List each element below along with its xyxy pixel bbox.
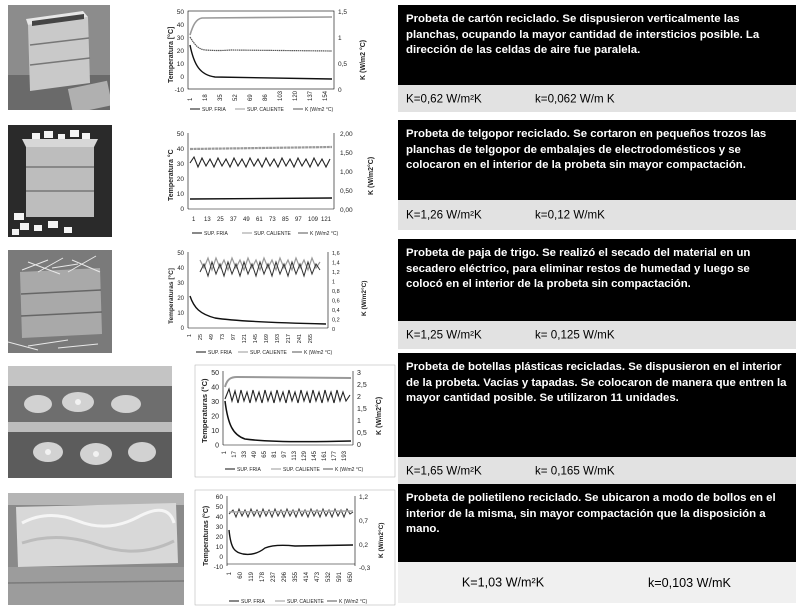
y-tick: 0 — [180, 206, 184, 213]
description-text: Probeta de polietileno reciclado. Se ubicaron a modo de bollos en el interior de la misma, sin mayor compactación que la disposición a mano. — [406, 492, 776, 536]
x-tick: 119 — [249, 572, 255, 582]
x-tick: 49 — [252, 451, 258, 458]
y2-tick: 0,5 — [357, 430, 367, 437]
y2-tick: 0,7 — [359, 518, 369, 525]
y2-tick: 0,2 — [332, 317, 340, 324]
legend-caliente: SUP. CALIENTE — [283, 467, 320, 473]
y-tick: 30 — [176, 35, 184, 42]
x-tick: 177 — [332, 451, 338, 462]
series-k — [225, 389, 350, 403]
y-tick: 0 — [180, 326, 184, 332]
y-tick: 40 — [176, 146, 184, 153]
x-tick: 121 — [321, 217, 332, 223]
y2-axis-label: K (W/m2 °C) — [360, 39, 367, 80]
x-tick: 103 — [278, 90, 284, 101]
x-tick: 121 — [242, 334, 248, 344]
conductance-K: K=0,62 W/m²K — [406, 92, 482, 105]
values-polietileno — [398, 562, 796, 603]
x-tick: 217 — [286, 334, 292, 344]
series-cold — [190, 198, 332, 199]
x-tick: 193 — [342, 451, 348, 462]
x-tick: 52 — [233, 94, 239, 101]
y-tick: 50 — [211, 370, 219, 377]
x-tick: 85 — [282, 217, 289, 223]
series-cold — [190, 296, 326, 324]
y-tick: 10 — [176, 61, 184, 68]
x-tick: 169 — [264, 334, 270, 344]
sample-photo-paja — [8, 250, 112, 353]
y-tick: -10 — [213, 564, 223, 571]
y2-tick: 0,00 — [340, 207, 353, 214]
x-tick: 49 — [209, 334, 215, 341]
y-tick: -10 — [174, 87, 184, 94]
values-paja — [398, 321, 796, 349]
y-tick: 20 — [176, 176, 184, 183]
y2-tick: 1,6 — [332, 251, 340, 257]
y2-tick: 1,5 — [357, 406, 367, 413]
y-axis-label: Temperatura [°C] — [168, 26, 175, 83]
x-tick: 129 — [302, 451, 308, 462]
x-tick: 81 — [272, 451, 278, 458]
y-tick: 0 — [180, 74, 184, 81]
values-botellas — [398, 457, 796, 484]
legend-caliente: SUP. CALIENTE — [287, 599, 324, 605]
chart-carton — [160, 5, 390, 113]
y-tick: 40 — [215, 514, 223, 521]
y2-tick: 0,5 — [338, 61, 348, 68]
legend-caliente: SUP. CALIENTE — [247, 107, 284, 113]
y-axis-label: Temperaturas [°C] — [168, 268, 175, 324]
y2-tick: 0,8 — [332, 289, 340, 295]
x-ticks — [188, 90, 329, 101]
series-hot — [190, 147, 332, 149]
series-hot — [225, 377, 351, 387]
x-tick: 113 — [292, 451, 298, 461]
y2-axis-label: K (W/m2°C) — [368, 156, 375, 195]
description-text: Probeta de telgopor reciclado. Se cortaron en pequeños trozos las planchas de telgopor de embalajes de electrodomésticos y se colocaron en el interior de la probeta sin mayor compactación. — [406, 128, 767, 172]
chart-frame — [223, 371, 353, 445]
y2-tick: 1,50 — [340, 150, 353, 157]
y2-tick: 1 — [332, 279, 336, 286]
series-k — [190, 37, 332, 51]
conductance-K: K=1,65 W/m²K — [406, 464, 482, 477]
legend-fria: SUP. FRIA — [237, 467, 261, 473]
x-tick: 650 — [348, 572, 354, 583]
legend-fria: SUP. FRIA — [204, 231, 228, 237]
y-tick: 40 — [211, 384, 219, 392]
series-cold — [225, 401, 351, 442]
x-tick: 65 — [262, 451, 268, 458]
x-tick: 145 — [253, 334, 259, 344]
y-tick: 40 — [176, 22, 184, 29]
series-k — [229, 511, 353, 512]
x-tick: 414 — [304, 572, 310, 583]
x-tick: 473 — [315, 572, 321, 583]
y-ticks — [175, 9, 185, 94]
y2-tick: 1,2 — [359, 494, 369, 501]
chart-botellas — [195, 365, 395, 477]
y2-axis-label: K (W/m2°C) — [376, 396, 383, 435]
y2-tick: 2,00 — [340, 131, 353, 138]
series-hot — [229, 509, 353, 517]
series-cold — [229, 530, 353, 554]
x-tick: 25 — [217, 217, 224, 223]
legend-fria: SUP. FRIA — [208, 350, 232, 356]
y2-tick: 1,2 — [332, 270, 340, 276]
x-tick: 591 — [337, 572, 343, 583]
y-tick: 50 — [176, 9, 184, 16]
description-carton — [398, 5, 796, 85]
x-tick: 35 — [218, 94, 224, 101]
conductance-K: K=1,26 W/m²K — [406, 208, 482, 222]
y-tick: 10 — [211, 428, 219, 435]
y-tick: 60 — [215, 494, 223, 501]
x-tick: 145 — [312, 451, 318, 462]
legend-k: K (W/m2 °C) — [304, 350, 333, 356]
series-hot — [190, 17, 332, 35]
x-tick: 161 — [322, 451, 328, 462]
x-tick: 25 — [198, 334, 204, 341]
y2-tick: 1 — [338, 35, 342, 42]
y-axis-label: Temperaturas (°C) — [200, 378, 209, 443]
y-tick: 30 — [177, 281, 184, 287]
chart-frame — [227, 496, 355, 566]
y2-axis-label: K (W/m2°C) — [361, 280, 368, 316]
legend-k: K (W/m2 °C) — [305, 107, 334, 113]
chart-paja — [160, 246, 390, 356]
x-tick: 120 — [293, 90, 299, 101]
x-tick: 73 — [269, 217, 276, 223]
x-tick: 355 — [293, 572, 299, 583]
sample-photo-telgopor — [8, 125, 112, 237]
x-tick: 73 — [220, 334, 226, 341]
x-tick: 97 — [231, 334, 237, 341]
legend-caliente: SUP. CALIENTE — [254, 231, 291, 237]
y-tick: 30 — [215, 524, 223, 531]
x-tick: 60 — [238, 572, 244, 579]
chart-telgopor — [160, 125, 390, 237]
x-tick: 17 — [232, 451, 238, 458]
description-polietileno — [398, 484, 796, 562]
y-tick: 20 — [176, 48, 184, 55]
x-tick: 1 — [188, 97, 194, 101]
y-tick: 10 — [176, 191, 184, 198]
x-tick: 97 — [295, 217, 302, 223]
x-tick: 13 — [204, 217, 211, 223]
y-tick: 10 — [215, 544, 223, 551]
y-tick: 50 — [215, 504, 223, 511]
description-text: Probeta de cartón reciclado. Se dispusieron verticalmente las planchas, ocupando la mayor cantidad de intersticios posible. La dirección de las celdas de aire fue paralela. — [406, 13, 760, 57]
legend-k: K (W/m2 °C) — [310, 231, 339, 237]
y2-tick: 0 — [357, 442, 361, 449]
x-tick: 1 — [187, 334, 193, 338]
x-tick: 137 — [308, 90, 314, 101]
sample-photo-botellas — [8, 366, 172, 478]
y2-tick: 2 — [357, 394, 361, 401]
conductivity-k: k= 0,165 W/mK — [535, 464, 615, 477]
x-tick: 1 — [227, 572, 233, 576]
chart-polietileno — [195, 490, 395, 605]
conductance-K: K=1,25 W/m²K — [406, 328, 482, 342]
y2-tick: 0,4 — [332, 308, 340, 314]
x-tick: 49 — [243, 217, 250, 223]
conductivity-k: k= 0,125 W/mK — [535, 328, 615, 342]
x-tick: 1 — [192, 217, 196, 223]
y-tick: 20 — [211, 413, 219, 421]
y-axis-label: Temperatura °C — [168, 149, 175, 201]
x-tick: 33 — [242, 451, 248, 458]
sample-photo-carton — [8, 5, 110, 110]
description-text: Probeta de paja de trigo. Se realizó el secado del material en un secadero eléctrico, para eliminar restos de humedad y luego se colocó en el interior de la probeta sin compactación. — [406, 247, 751, 291]
y2-tick: 0,50 — [340, 188, 353, 195]
x-tick: 86 — [263, 94, 269, 101]
values-carton — [398, 85, 796, 112]
y2-tick: 2,5 — [357, 382, 367, 389]
conductance-K: K=1,03 W/m²K — [461, 575, 545, 589]
x-tick: 109 — [308, 217, 319, 223]
values-telgopor — [398, 200, 796, 230]
x-tick: 154 — [323, 90, 329, 101]
y2-tick: 0,6 — [332, 298, 340, 305]
legend-k: K (W/m2 °C) — [335, 467, 364, 473]
y2-tick: 0,2 — [359, 542, 369, 549]
y-axis-label: Temperaturas (°C) — [203, 505, 210, 566]
sample-photo-polietileno — [8, 493, 184, 605]
description-paja — [398, 239, 796, 321]
description-botellas — [398, 353, 796, 457]
y-tick: 50 — [177, 251, 184, 257]
x-tick: 296 — [282, 572, 288, 583]
y-tick: 0 — [215, 442, 219, 450]
legend-caliente: SUP. CALIENTE — [250, 350, 287, 356]
y2-tick: -0,3 — [359, 565, 371, 572]
x-tick: 178 — [260, 572, 266, 583]
x-tick: 61 — [256, 217, 263, 223]
x-tick: 241 — [297, 334, 303, 344]
y2-axis-label: K (W/m2°C) — [378, 522, 385, 558]
series-k — [190, 157, 330, 167]
description-telgopor — [398, 120, 796, 200]
y-tick: 10 — [177, 311, 184, 317]
y2-tick: 0 — [338, 87, 342, 94]
x-tick: 265 — [308, 334, 314, 344]
conductivity-k: k=0,12 W/mK — [535, 208, 605, 222]
x-tick: 37 — [230, 217, 237, 223]
legend-fria: SUP. FRIA — [241, 599, 265, 605]
description-text: Probeta de botellas plásticas recicladas. Se dispusieron en el interior de la probeta. Vacías y tapadas. Se colocaron de manera que entren la mayor cantidad posible. Se utilizaron 11 unidades. — [406, 361, 787, 405]
y2-tick: 1,4 — [332, 260, 340, 267]
x-tick: 18 — [203, 94, 209, 101]
y-tick: 50 — [176, 131, 184, 138]
y2-ticks — [338, 9, 347, 94]
x-tick: 97 — [282, 451, 288, 458]
conductivity-k: k=0,062 W/m K — [535, 92, 615, 105]
x-tick: 237 — [271, 572, 277, 583]
y-tick: 40 — [177, 266, 184, 272]
y2-tick: 1,5 — [338, 9, 348, 16]
conductivity-k: k=0,103 W/mK — [648, 575, 731, 590]
x-tick: 1 — [222, 451, 228, 455]
legend-k: K (W/m2 °C) — [339, 599, 368, 605]
y-tick: 30 — [176, 161, 184, 168]
y-tick: 0 — [219, 554, 223, 561]
y-tick: 20 — [177, 296, 184, 302]
y-tick: 20 — [215, 534, 223, 541]
y2-tick: 0 — [332, 327, 336, 333]
y2-tick: 1 — [357, 418, 361, 425]
y2-tick: 1,00 — [340, 169, 353, 176]
y-tick: 30 — [211, 399, 219, 406]
x-tick: 193 — [275, 334, 281, 344]
chart-legend — [190, 107, 333, 113]
y2-tick: 3 — [357, 370, 361, 377]
legend-fria: SUP. FRIA — [202, 107, 226, 113]
x-tick: 69 — [248, 94, 254, 101]
x-tick: 532 — [326, 572, 332, 583]
